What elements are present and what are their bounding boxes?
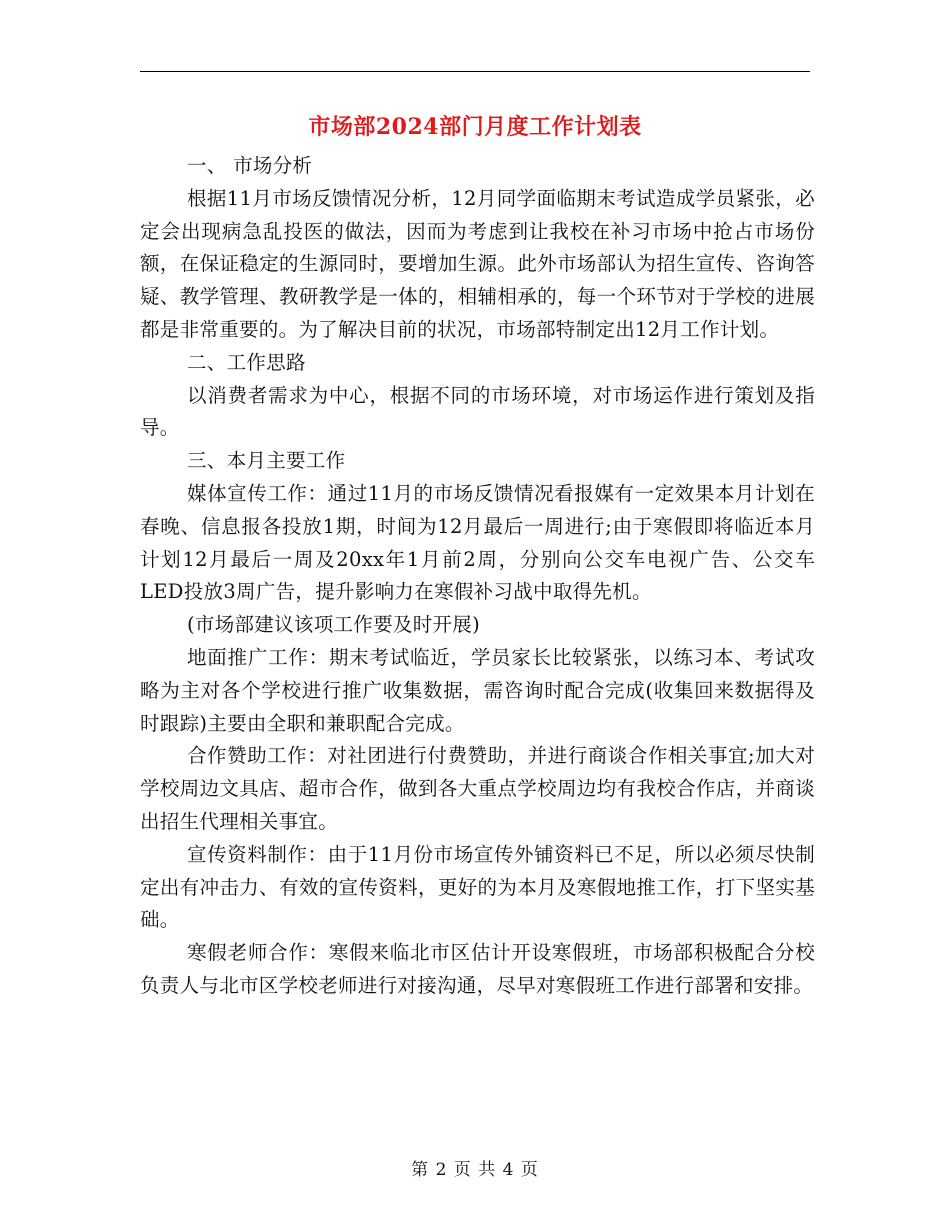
paragraph-media-note: (市场部建议该项工作要及时开展): [187, 613, 481, 637]
paragraph-ground-promotion: 地面推广工作：期末考试临近，学员家长比较紧张，以练习本、考试攻略为主对各个学校进行推广收集数据，需咨询时配合完成(收集回来数据得及时跟踪)主要由全职和兼职配合完成。: [140, 645, 815, 735]
paragraph-media: 媒体宣传工作：通过11月的市场反馈情况看报媒有一定效果本月计划在春晚、信息报各投放1期，时间为12月最后一周进行;由于寒假即将临近本月计划12月最后一周及20xx年1月前2周，分别向公交车电视广告、公交车LED投放3周广告，提升影响力在寒假补习战中取得先机。: [140, 481, 815, 604]
paragraph-materials: 宣传资料制作：由于11月份市场宣传外铺资料已不足，所以必须尽快制定出有冲击力、有效的宣传资料，更好的为本月及寒假地推工作，打下坚实基础。: [140, 842, 815, 932]
document-title: 市场部2024部门月度工作计划表: [308, 114, 642, 140]
heading-work-ideas: 二、工作思路: [187, 350, 306, 374]
paragraph-sponsorship: 合作赞助工作：对社团进行付费赞助，并进行商谈合作相关事宜;加大对学校周边文具店、超市合作，做到各大重点学校周边均有我校合作店，并商谈出招生代理相关事宜。: [140, 744, 815, 833]
document-body: [140, 150, 815, 1003]
paragraph-analysis: 根据11月市场反馈情况分析，12月同学面临期末考试造成学员紧张，必定会出现病急乱投医的做法，因而为考虑到让我校在补习市场中抢占市场份额，在保证稳定的生源同时，要增加生源。此外市场部认为招生宣传、咨询答疑、教学管理、教研教学是一体的，相辅相承的，每一个环节对于学校的进展都是非常重要的。为了解决目前的状况，市场部特制定出12月工作计划。: [140, 186, 815, 341]
paragraph-teachers: 寒假老师合作：寒假来临北市区估计开设寒假班，市场部积极配合分校负责人与北市区学校老师进行对接沟通，尽早对寒假班工作进行部署和安排。: [140, 941, 815, 997]
heading-main-work: 三、本月主要工作: [187, 449, 346, 473]
heading-market-analysis: 一、 市场分析: [187, 154, 313, 177]
paragraph-ideas: 以消费者需求为中心，根据不同的市场环境，对市场运作进行策划及指导。: [140, 383, 815, 440]
header-rule: [140, 71, 810, 72]
page-footer: 第 2 页 共 4 页: [411, 1160, 539, 1180]
